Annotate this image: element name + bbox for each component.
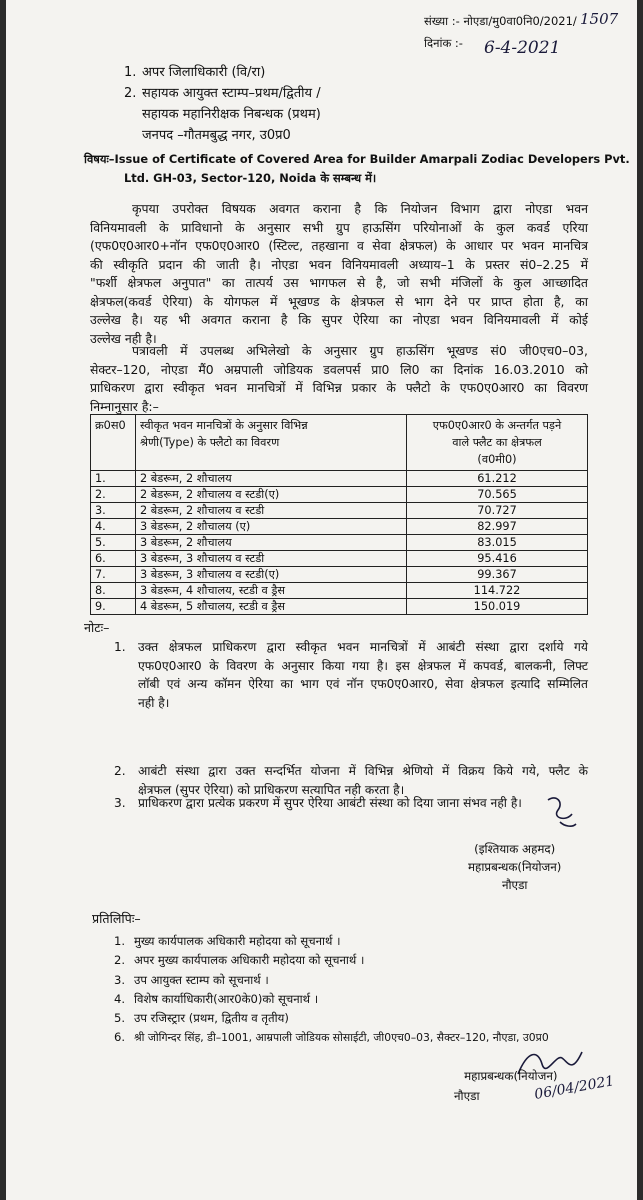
table-row: 2. 2 बेडरूम, 2 शौचालय व स्टडी(ए) 70.565 — [91, 487, 588, 503]
document-page — [6, 0, 637, 1200]
note-2: 2. आबंटी संस्था द्वारा उक्त सन्दर्भित योजना में विभिन्न श्रेणियो में विक्रय किये गये, फ्लैट के क्षेत्रफल (सुपर ऐरिया) को प्राधिकरण सत्यापित नही करता है। — [114, 764, 588, 797]
initials-scribble-icon — [542, 792, 582, 832]
header-area: एफ0ए0आर0 के अन्तर्गत पड़ने वाले फ्लैट का क्षेत्रफल (व0मी0) — [407, 415, 588, 471]
paragraph-1: कृपया उपरोक्त विषयक अवगत कराना है कि नियोजन विभाग द्वारा नोएडा भवन विनियमावली के प्राविधानो के अनुसार सभी ग्रुप हाऊसिंग परियोनाओं के कुल कवर्ड एरिया (एफ0ए0आर0+नॉन एफ0ए0आर0 (स्टिल्ट, तहखाना व सेवा क्षेत्रफल) के आधार पर भवन मानचित्र की स्वीकृति प्रदान की जाती है। नोएडा भवन विनियमावली अध्याय–1 के प्रस्तर सं0–2.25 में "फर्शी क्षेत्रफल अनुपात" का तात्पर्य उस भागफल से है, जो सभी मंजिलों के कुल आच्छादित क्षेत्रफल(कवर्ड ऐरिया) के योगफल में भूखण्ड के क्षेत्रफल से भाग देने पर प्राप्त होता है, का उल्लेख है। यह भी अवगत कराना है कि सुपर ऐरिया का नोएडा भवन विनियमावली में कोई उल्लेख नही है। — [90, 201, 588, 346]
signatory-designation: महाप्रबन्धक(नियोजन) — [468, 860, 562, 874]
addressee-line-4: जनपद –गौतमबुद्ध नगर, उ0प्र0 — [142, 128, 291, 143]
paragraph-2: पत्रावली में उपलब्ध अभिलेखो के अनुसार ग्रुप हाऊसिंग भूखण्ड सं0 जी0एच0–03, सेक्टर–120, नोएडा मैं0 अम्रपाली जोडियक डवलपर्स प्रा0 लि0 का दिनांक 16.03.2010 को प्राधिकरण द्वारा स्वीकृत भवन मानचित्रों में विभिन्न प्रकार के फ्लैटो के एफ0ए0आर0 का विवरण निम्नानुसार है:– — [90, 343, 588, 414]
note-1: 1. उक्त क्षेत्रफल प्राधिकरण द्वारा स्वीकृत भवन मानचित्रों में आबंटी संस्था द्वारा दर्शाये गये एफ0ए0आर0 के विवरण के अनुसार किया गया है। इस क्षेत्रफल में कपवर्ड, बालकनी, लिफ्ट लॉबी एवं अन्य कॉमन ऐरिया का भाग एवं नॉन एफ0ए0आर0, सेवा क्षेत्रफल इत्यादि सम्मिलित नही है। — [114, 640, 588, 710]
table-header-row — [91, 415, 588, 471]
header-serial: क्र0स0 — [91, 415, 136, 471]
signatory-org: नौएडा — [501, 878, 528, 892]
signatory-name: (इश्तियाक अहमद) — [474, 842, 556, 856]
list-item: 3. उप आयुक्त स्टाम्प को सूचनार्थ । — [114, 972, 269, 987]
addressee-block — [124, 62, 321, 146]
footer-org: नौएडा — [454, 1089, 480, 1103]
table-row: 4. 3 बेडरूम, 2 शौचालय (ए) 82.997 — [91, 519, 588, 535]
footer-date-handwritten: 06/04/2021 — [533, 1073, 616, 1103]
table-row: 1. 2 बेडरूम, 2 शौचालय 61.212 — [91, 471, 588, 487]
table-row: 3. 2 बेडरूम, 2 शौचालय व स्टडी 70.727 — [91, 503, 588, 519]
list-item: 2. अपर मुख्य कार्यपालक अधिकारी महोदया को सूचनार्थ । — [114, 953, 365, 968]
date-label: दिनांक :- — [424, 36, 463, 50]
list-item: 6. श्री जोगिन्दर सिंह, डी–1001, आम्रपाली जोडियक सोसाईटी, जी0एच0–03, सैक्टर–120, नौएडा, उ0प्र0 — [114, 1030, 549, 1045]
header-flat-type: स्वीकृत भवन मानचित्रों के अनुसार विभिन्न श्रेणी(Type) के फ्लैटो का विवरण — [136, 415, 407, 471]
subject: विषयः–Issue of Certificate of Covered Area for Builder Amarpali Zodiac Developers Pvt. Ltd. GH-03, Sector-120, Noida के सम्बन्ध में। — [84, 152, 630, 185]
table-row: 7. 3 बेडरूम, 3 शौचालय व स्टडी(ए) 99.367 — [91, 567, 588, 583]
copy-label: प्रतिलिपिः– — [92, 911, 141, 926]
reference-handwritten: 1507 — [580, 10, 619, 28]
table-row: 8. 3 बेडरूम, 4 शौचालय, स्टडी व ड्रैस 114.722 — [91, 583, 588, 599]
list-item: 1. मुख्य कार्यपालक अधिकारी महोदया को सूचनार्थ । — [114, 934, 341, 948]
table-row: 9. 4 बेडरूम, 5 शौचालय, स्टडी व ड्रैस 150.019 — [91, 599, 588, 615]
addressee-line-1: 1. अपर जिलाधिकारी (वि/रा) — [124, 65, 266, 80]
table-row: 6. 3 बेडरूम, 3 शौचालय व स्टडी 95.416 — [91, 551, 588, 567]
signature-block — [468, 840, 561, 894]
table-row: 5. 3 बेडरूम, 2 शौचालय 83.015 — [91, 535, 588, 551]
date-handwritten: 6-4-2021 — [484, 38, 561, 58]
flat-area-table — [90, 414, 588, 615]
list-item: 4. विशेष कार्याधिकारी(आर0के0)को सूचनार्थ । — [114, 991, 319, 1006]
list-item: 5. उप रजिस्ट्रार (प्रथम, द्वितीय व तृतीय) — [114, 1011, 289, 1026]
footer-designation: महाप्रबन्धक(नियोजन) — [464, 1069, 558, 1083]
note-label: नोटः– — [84, 620, 110, 635]
note-3: 3. प्राधिकरण द्वारा प्रत्येक प्रकरण में सुपर ऐरिया आबंटी संस्था को दिया जाना संभव नही है। — [114, 796, 522, 810]
addressee-line-2: 2. सहायक आयुक्त स्टाम्प–प्रथम/द्वितीय / — [124, 86, 321, 101]
addressee-line-3: सहायक महानिरीक्षक निबन्धक (प्रथम) — [142, 107, 321, 122]
copy-list — [114, 932, 549, 1048]
reference-number: संख्या :- नोएडा/मु0वा0नि0/2021/ — [424, 14, 577, 28]
